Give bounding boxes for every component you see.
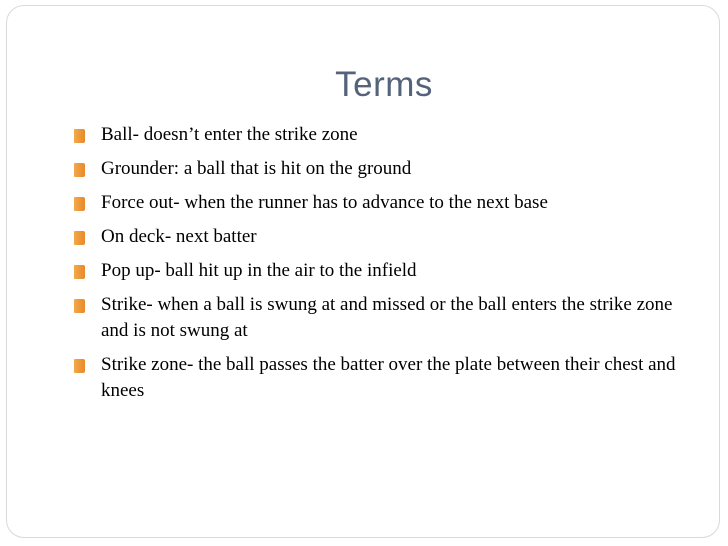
bullet-icon — [74, 265, 85, 279]
bullet-icon — [74, 129, 85, 143]
list-item — [72, 292, 684, 344]
bullet-text: Pop up- ball hit up in the air to the infield — [101, 260, 417, 281]
bullet-icon — [74, 231, 85, 245]
bullet-text: Grounder: a ball that is hit on the ground — [101, 158, 412, 179]
slide-title: Terms — [335, 65, 433, 104]
bullet-text: Force out- when the runner has to advance to the next base — [101, 192, 548, 213]
bullet-icon — [74, 163, 85, 177]
list-item — [72, 122, 684, 148]
bullet-icon — [74, 197, 85, 211]
bullet-text: On deck- next batter — [101, 226, 257, 247]
list-item — [72, 190, 684, 216]
list-item — [72, 224, 684, 250]
bullet-icon — [74, 359, 85, 373]
list-item — [72, 258, 684, 284]
bullet-text: Ball- doesn’t enter the strike zone — [101, 124, 358, 145]
list-item — [72, 352, 684, 404]
bullet-list — [72, 122, 684, 412]
bullet-text: Strike zone- the ball passes the batter over the plate between their chest and knees — [101, 354, 676, 401]
bullet-icon — [74, 299, 85, 313]
bullet-text: Strike- when a ball is swung at and missed or the ball enters the strike zone and is not swung at — [101, 294, 673, 341]
list-item — [72, 156, 684, 182]
